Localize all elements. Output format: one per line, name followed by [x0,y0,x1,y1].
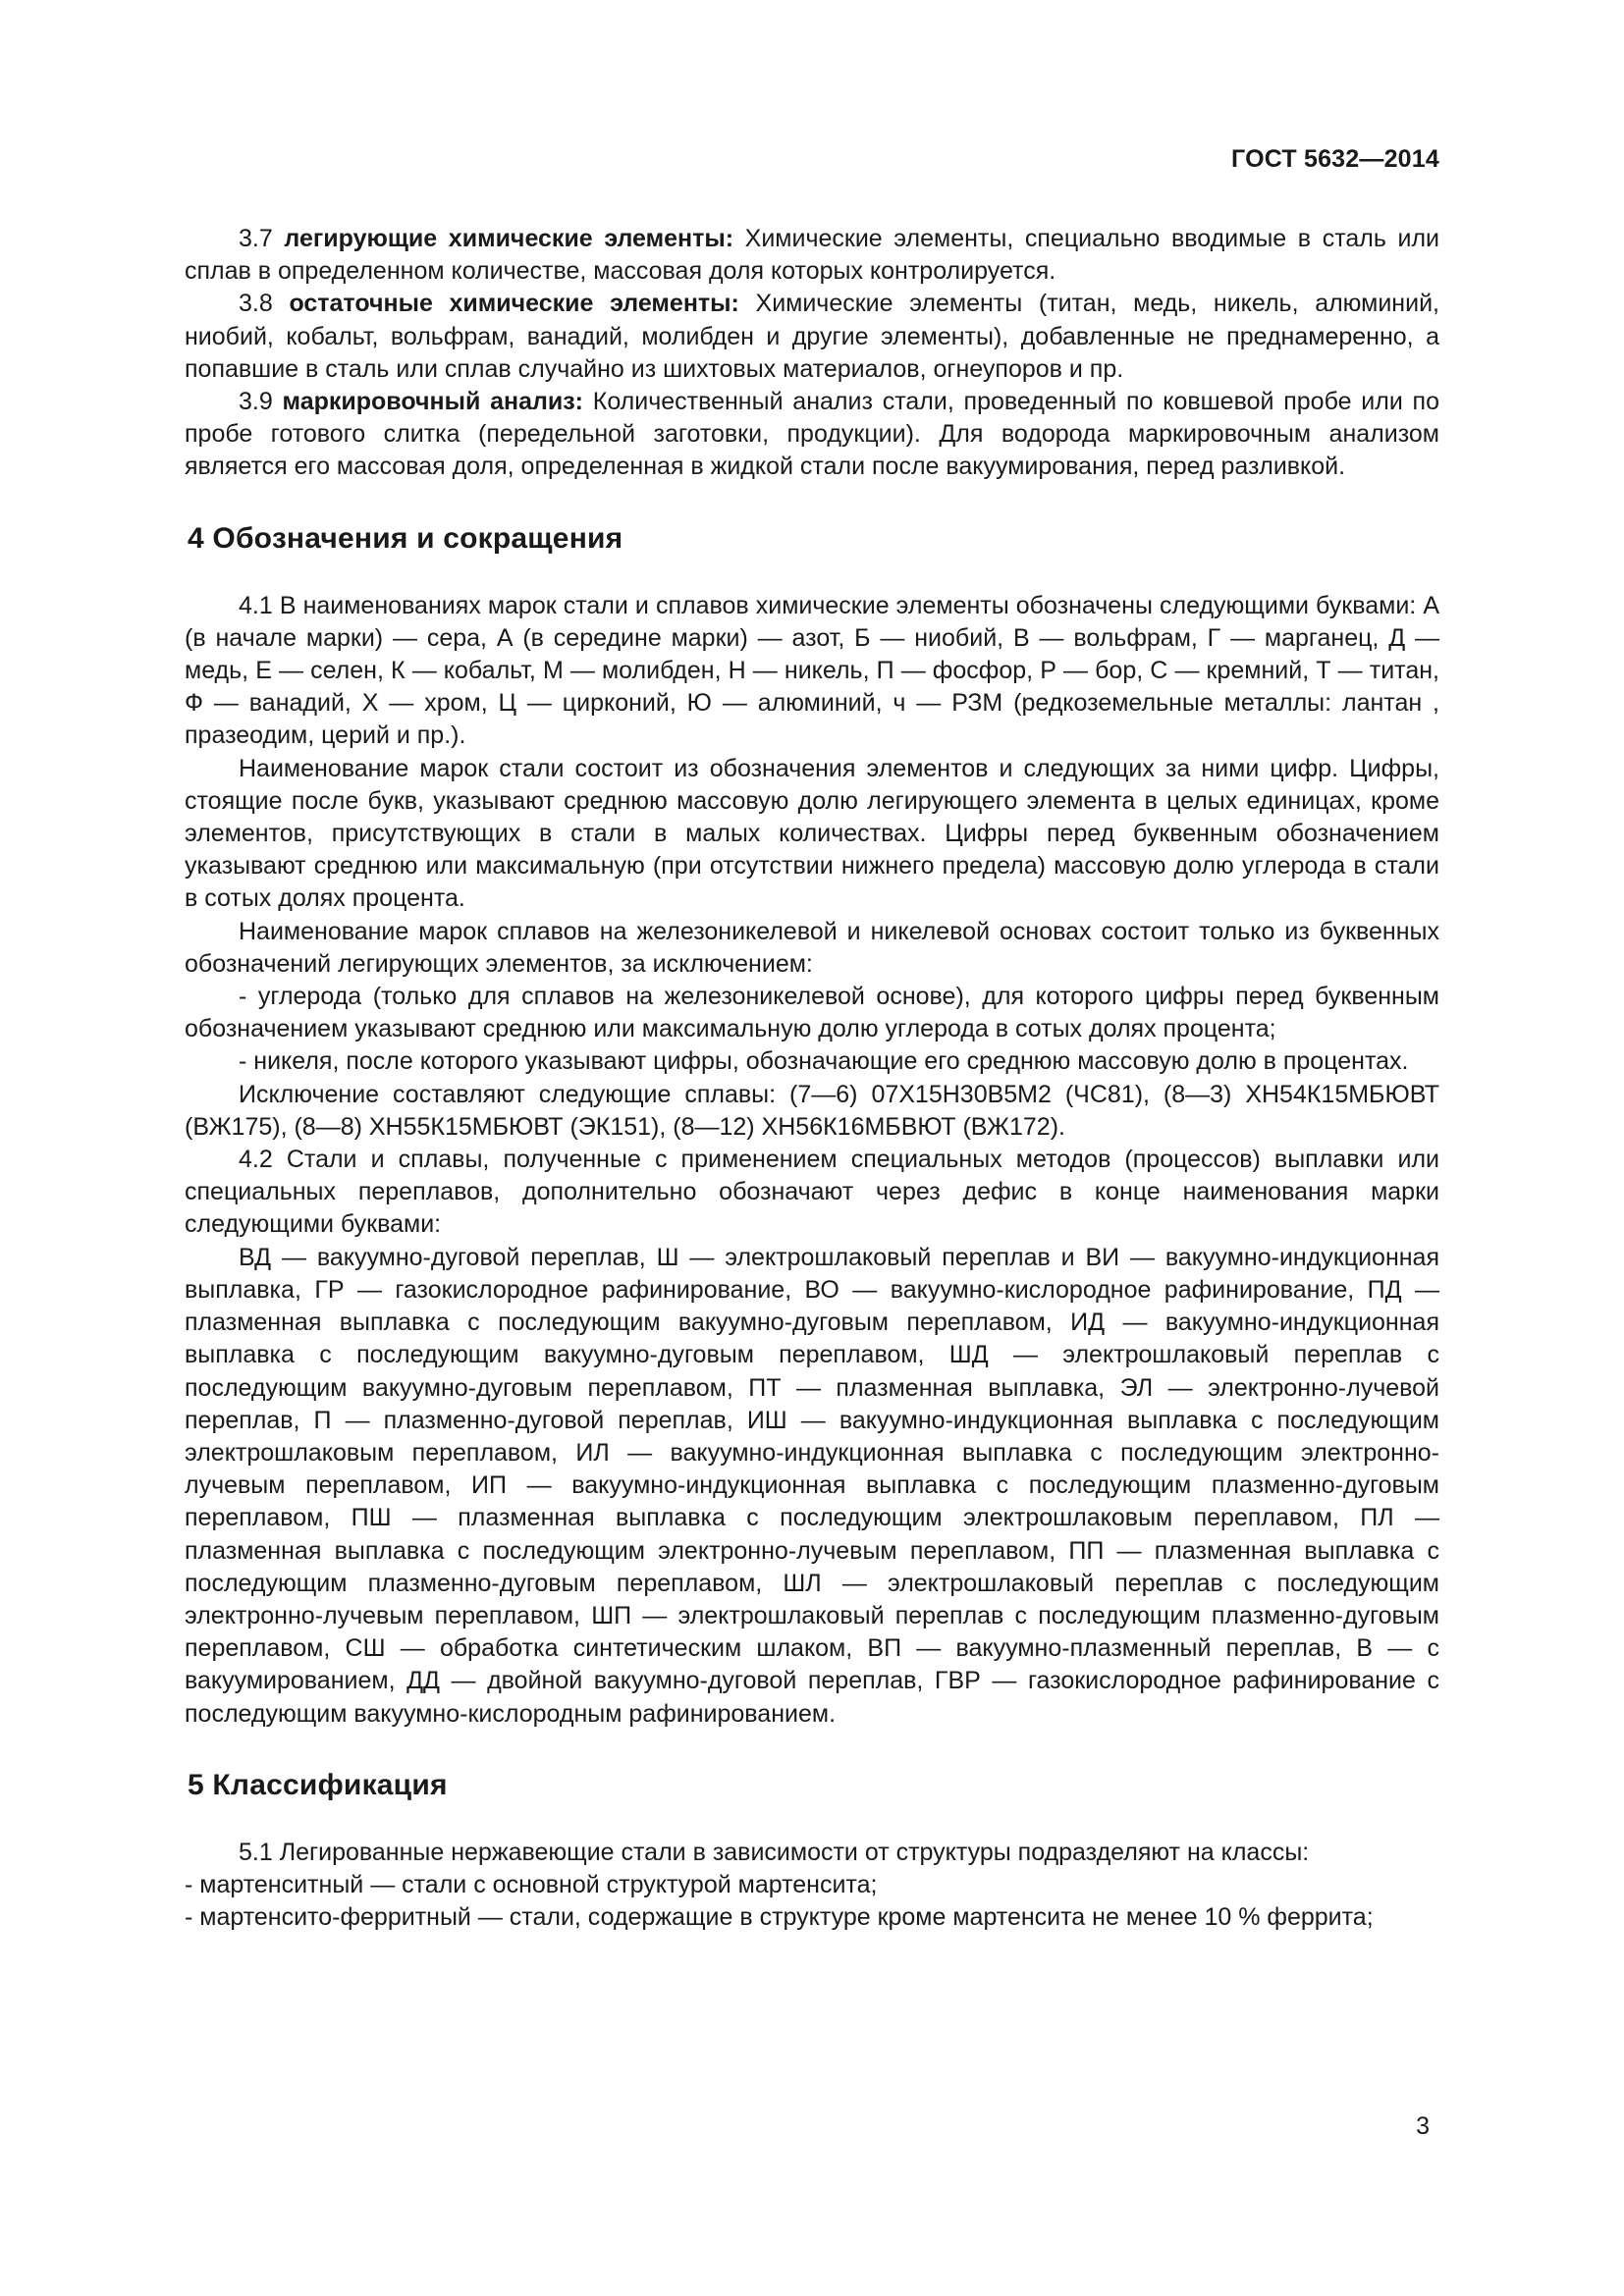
section-4-title: 4 Обозначения и сокращения [188,521,623,555]
list-item: - углерода (только для сплавов на железоникелевой основе), для которого цифры перед буквенным обозначением указывают среднюю или максимальную долю углерода в сотых долях процента; [185,983,1439,1043]
definition-text: Химические элементы (титан, медь, никель, алюминий, ниобий, кобальт, вольфрам, ванадий, молибден и другие элементы), добавленные не преднамеренно, а попавшие в сталь или сплав случайно из шихтовых материалов, огнеупоров и пр. [185,290,1439,383]
page-content [185,223,1439,1934]
definition-term: остаточные химические элементы: [289,290,739,318]
document-code: ГОСТ 5632—2014 [1231,145,1439,173]
paragraph: Наименование марок сплавов на железоникелевой и никелевой основах состоит только из буквенных обозначений легирующих элементов, за исключением: [185,917,1439,978]
definition-term: легирующие химические элементы: [284,225,734,252]
paragraph: Исключение составляют следующие сплавы: (7—6) 07Х15Н30В5М2 (ЧС81), (8—3) ХН54К15МБЮВТ (ВЖ175), (8—8) ХН55К15МБЮВТ (ЭК151), (8—12) ХН56К16МБВЮТ (ВЖ172). [185,1080,1439,1141]
definition-text: Количественный анализ стали, проведенный по ковшевой пробе или по пробе готового слитка (передельной заготовки, продукции). Для водорода маркировочным анализом является его массовая доля, определенная в жидкой стали после вакуумирования, перед разливкой. [185,388,1439,481]
list-item: - никеля, после которого указывают цифры, обозначающие его среднюю массовую долю в процентах. [239,1047,1409,1076]
definition-number: 3.9 [239,388,273,416]
paragraph: 5.1 Легированные нержавеющие стали в зависимости от структуры подразделяют на классы: [239,1838,1310,1866]
section-5-title: 5 Классификация [188,1768,448,1801]
definition-text: Химические элементы, специально вводимые в сталь или сплав в определенном количестве, массовая доля которых контролируется. [185,225,1440,286]
definition-3-9 [185,386,1439,484]
list-item: - мартенситный — стали с основной структурой мартенсита; [185,1870,878,1898]
list-item: - мартенсито-ферритный — стали, содержащие в структуре кроме мартенсита не менее 10 % феррита; [185,1903,1374,1932]
definition-number: 3.8 [239,290,273,318]
definition-number: 3.7 [239,225,273,252]
paragraph: 4.1 В наименованиях марок стали и сплавов химические элементы обозначены следующими буквами: А (в начале марки) — сера, А (в середине марки) — азот, Б — ниобий, В — вольфрам, Г — марганец, Д — медь, Е — селен, К — кобальт, М — молибден, Н — никель, П — фосфор, Р — бор, С — кремний, Т — титан, Ф — ванадий, Х — хром, Ц — цирконий, Ю — алюминий, ч — РЗМ (редкоземельные металлы: лантан , празеодим, церий и пр.). [185,591,1439,750]
paragraph: ВД — вакуумно-дуговой переплав, Ш — электрошлаковый переплав и ВИ — вакуумно-индукционная выплавка, ГР — газокислородное рафинирование, ВО — вакуумно-кислородное рафинирование, ПД — плазменная выплавка с последующим вакуумно-дуговым переплавом, ИД — вакуумно-индукционная выплавка с последующим вакуумно-дуговым переплавом, ШД — электрошлаковый переплав с последующим вакуумно-дуговым переплавом, ПТ — плазменная выплавка, ЭЛ — электронно-лучевой переплав, П — плазменно-дуговой переплав, ИШ — вакуумно-индукционная выплавка с последующим электрошлаковым переплавом, ИЛ — вакуумно-индукционная выплавка с последующим электронно-лучевым переплавом, ИП — вакуумно-индукционная выплавка с последующим плазменно-дуговым переплавом, ПШ — плазменная выплавка с последующим электрошлаковым переплавом, ПЛ — плазменная выплавка с последующим электронно-лучевым переплавом, ПП — плазменная выплавка с последующим плазменно-дуговым переплавом, ШЛ — электрошлаковый переплав с последующим электронно-лучевым переплавом, ШП — электрошлаковый переплав с последующим плазменно-дуговым переплавом, СШ — обработка синтетическим шлаком, ВП — вакуумно-плазменный переплав, В — с вакуумированием, ДД — двойной вакуумно-дуговой переплав, ГВР — газокислородное рафинирование с последующим вакуумно-кислородным рафинированием. [185,1243,1439,1728]
paragraph: Наименование марок стали состоит из обозначения элементов и следующих за ними цифр. Цифры, стоящие после букв, указывают среднюю массовую долю легирующего элемента в целых единицах, кроме элементов, присутствующих в стали в малых количествах. Цифры перед буквенным обозначением указывают среднюю или максимальную (при отсутствии нижнего предела) массовую долю углерода в стали в сотых долях процента. [185,754,1439,913]
page-number: 3 [1416,2112,1430,2140]
definition-term: маркировочный анализ: [282,388,583,416]
definition-3-7 [185,223,1439,288]
paragraph: 4.2 Стали и сплавы, полученные с применением специальных методов (процессов) выплавки или специальных переплавов, дополнительно обозначают через дефис в конце наименования марки следующими буквами: [185,1146,1439,1239]
definition-3-8 [185,288,1439,386]
